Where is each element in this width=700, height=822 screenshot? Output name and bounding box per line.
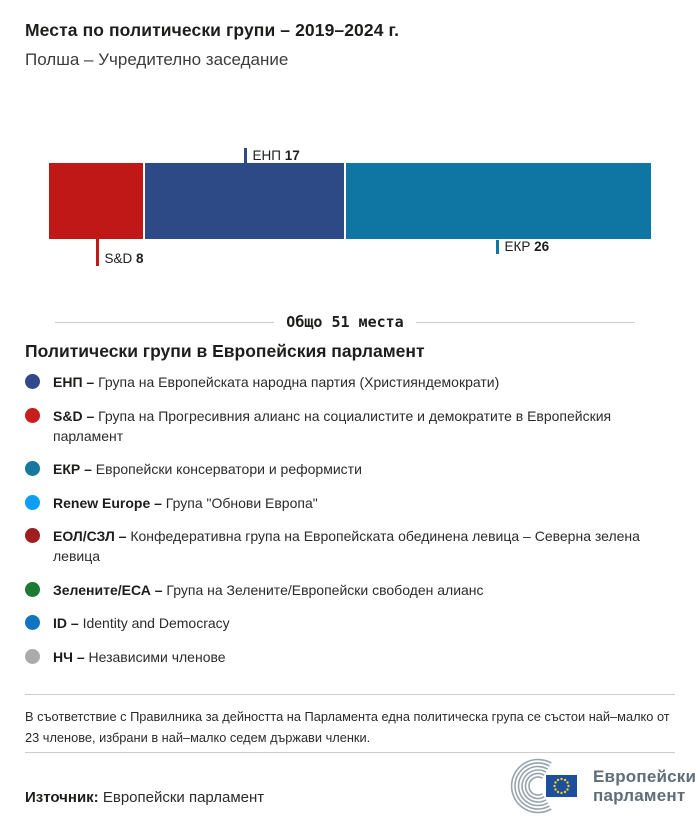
bar-label-text — [105, 251, 144, 266]
bar-label-ekr — [496, 239, 549, 254]
legend-item-name: ЕОЛ/СЗЛ – — [53, 528, 127, 544]
legend-item-name: S&D – — [53, 407, 95, 424]
divider-line-left — [55, 322, 274, 323]
bar-label-text — [253, 148, 300, 163]
bar-label-name: ЕНП — [252, 148, 281, 163]
legend-list — [25, 372, 657, 680]
total-seats-divider — [55, 312, 635, 332]
bar-segment-ЕНП — [145, 163, 344, 239]
legend-item-description: Група на Европейската народна партия (Християндемократи) — [94, 374, 500, 390]
bar-label-tick — [496, 240, 499, 254]
legend-item — [25, 580, 657, 600]
legend-color-dot — [25, 495, 40, 510]
legend-item-text — [53, 459, 362, 479]
ep-logo-text-line1: Европейски — [593, 767, 697, 786]
legend-item-text — [53, 493, 318, 513]
seat-bar — [49, 163, 651, 239]
footnote-divider-top — [25, 694, 675, 695]
ep-logo-text — [593, 767, 696, 805]
bar-label-name: ЕКР — [504, 239, 531, 254]
legend-item — [25, 647, 657, 667]
legend-item-text — [53, 647, 226, 667]
bar-label-enp — [244, 148, 300, 163]
legend-item-name: НЧ – — [53, 648, 85, 665]
source-label: Източник: — [25, 789, 99, 806]
bar-segment-ЕКР — [346, 163, 651, 239]
bar-label-name: S&D — [104, 251, 133, 266]
bar-label-tick — [244, 148, 247, 163]
legend-color-dot — [25, 649, 40, 664]
legend-item-description: Identity and Democracy — [78, 615, 230, 631]
legend-item-description: Група "Обнови Европа" — [161, 494, 318, 511]
bar-label-value: 8 — [136, 251, 144, 266]
legend-color-dot — [25, 461, 40, 476]
legend-item-name: Renew Europe – — [53, 494, 162, 511]
legend-item — [25, 526, 657, 566]
european-parliament-logo — [510, 757, 696, 815]
legend-item-description: Независими членове — [84, 648, 226, 665]
legend-item — [25, 459, 657, 479]
bar-label-value: 26 — [534, 239, 550, 254]
bar-segment-S&D — [49, 163, 143, 239]
ep-logo-text-line2: парламент — [593, 786, 686, 805]
legend-item-description: Конфедеративна група на Европейската обединена левица – Северна зелена левица — [53, 528, 640, 564]
bar-label-text — [505, 239, 550, 254]
ep-hemicycle-flag-icon — [510, 757, 584, 815]
legend-item — [25, 372, 657, 392]
legend-item-name: Зелените/ЕСА – — [53, 581, 163, 598]
legend-item-name: ЕНП – — [53, 374, 95, 390]
bar-label-sd — [96, 239, 144, 266]
bar-label-tick — [96, 239, 99, 266]
legend-color-dot — [25, 374, 40, 389]
legend-color-dot — [25, 408, 40, 423]
legend-item — [25, 613, 657, 633]
source-value: Европейски парламент — [102, 789, 265, 806]
legend-color-dot — [25, 582, 40, 597]
legend-item-description: Група на Зелените/Европейски свободен алианс — [162, 581, 484, 598]
legend-item-text — [53, 372, 499, 392]
legend-item-text — [53, 406, 657, 446]
legend-heading: Политически групи в Европейския парламент — [25, 341, 425, 361]
legend-item-name: ID – — [53, 615, 79, 631]
legend-item — [25, 493, 657, 513]
page-title: Места по политически групи – 2019–2024 г. — [25, 20, 400, 40]
legend-item-name: ЕКР – — [53, 461, 92, 477]
bar-label-value: 17 — [284, 148, 300, 163]
legend-item-description: Група на Прогресивния алианс на социалистите и демократите в Европейския парламент — [53, 407, 612, 444]
total-seats-label: Общо 51 места — [286, 313, 404, 331]
legend-item-text — [53, 613, 230, 633]
footnote-text: В съответствие с Правилника за дейността на Парламента една политическа група се състои най–малко от 23 членове, избрани в най–малко седем държави членки. — [25, 709, 670, 745]
source-line — [25, 789, 264, 806]
legend-color-dot — [25, 615, 40, 630]
page-subtitle: Полша – Учредително заседание — [25, 50, 289, 69]
legend-item — [25, 406, 657, 446]
legend-color-dot — [25, 528, 40, 543]
divider-line-right — [416, 322, 635, 323]
legend-item-text — [53, 526, 657, 566]
footnote-divider-bottom — [25, 752, 675, 753]
legend-item-description: Европейски консерватори и реформисти — [91, 461, 362, 477]
legend-item-text — [53, 580, 484, 600]
